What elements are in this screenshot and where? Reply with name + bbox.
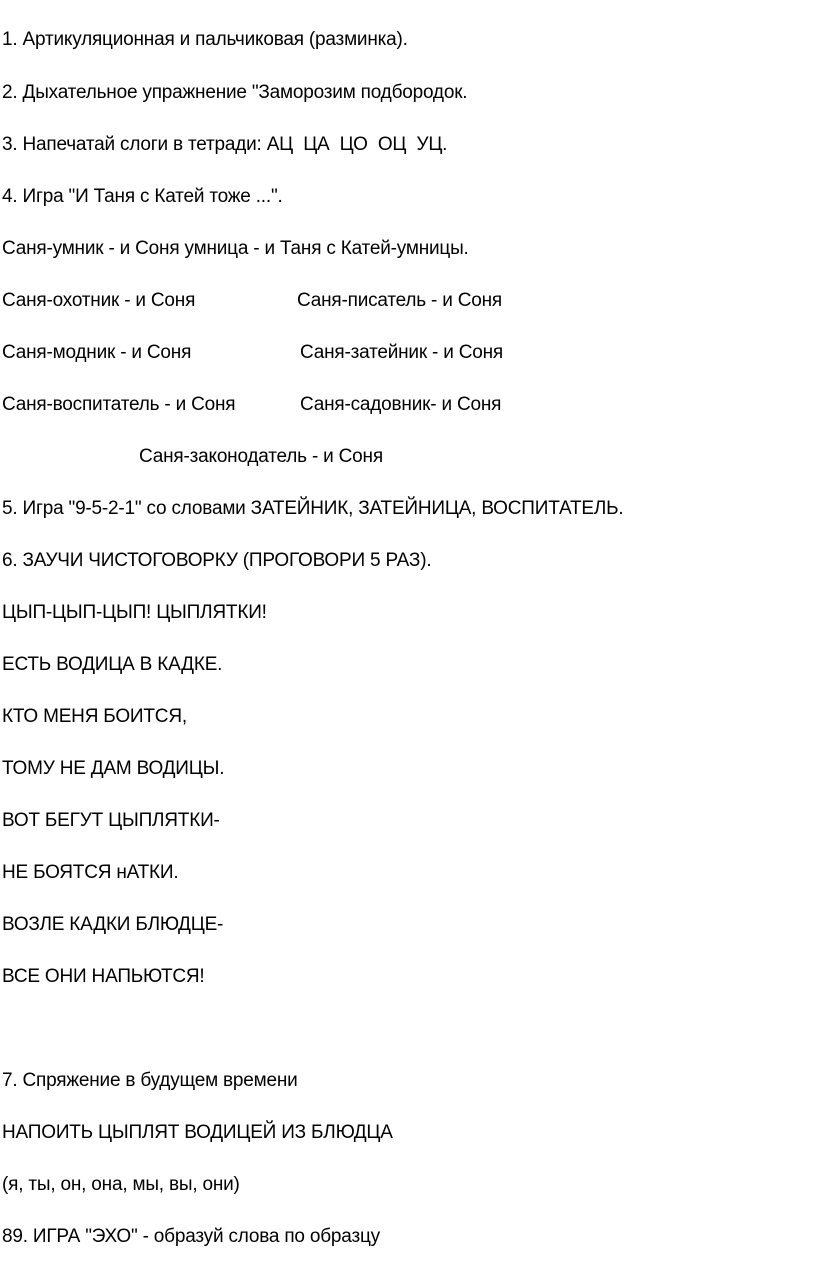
item-7-text: 7. Спряжение в будущем времени [2,1070,298,1091]
poem-line: НЕ БОЯТСЯ нАТКИ. [2,862,179,883]
centered-line: Саня-законодатель - и Соня [139,446,383,467]
poem-line: ВОЗЛЕ КАДКИ БЛЮДЦЕ- [2,914,224,935]
example-line: Саня-умник - и Соня умница - и Таня с Катей-умницы. [2,238,469,259]
item-2-text: 2. Дыхательное упражнение "Заморозим подбородок. [2,82,468,103]
item-89-text: 89. ИГРА "ЭХО" - образуй слова по образцу [2,1226,380,1247]
pair-1-left: Саня-охотник - и Соня [2,290,196,311]
poem-line: ВОТ БЕГУТ ЦЫПЛЯТКИ- [2,810,220,831]
item-4-text: 4. Игра "И Таня с Катей тоже ...". [2,186,283,207]
poem-line: ЦЫП-ЦЫП-ЦЫП! ЦЫПЛЯТКИ! [2,602,267,623]
item-5-text: 5. Игра "9-5-2-1" со словами ЗАТЕЙНИК, ЗАТЕЙНИЦА, ВОСПИТАТЕЛЬ. [2,498,624,519]
item-1-text: 1. Артикуляционная и пальчиковая (разминка). [2,29,408,50]
item-7-pronouns: (я, ты, он, она, мы, вы, они) [2,1174,240,1195]
pair-2-left: Саня-модник - и Соня [2,342,192,363]
poem-line: ВСЕ ОНИ НАПЬЮТСЯ! [2,966,205,987]
item-6-text: 6. ЗАУЧИ ЧИСТОГОВОРКУ (ПРОГОВОРИ 5 РАЗ). [2,550,432,571]
pair-2-right: Саня-затейник - и Соня [300,342,504,363]
item-3-text: 3. Напечатай слоги в тетради: АЦ ЦА ЦО ОЦ УЦ. [2,134,448,155]
pair-3-right: Саня-садовник- и Соня [300,394,502,415]
item-7-phrase: НАПОИТЬ ЦЫПЛЯТ ВОДИЦЕЙ ИЗ БЛЮДЦА [2,1122,393,1143]
poem-line: ТОМУ НЕ ДАМ ВОДИЦЫ. [2,758,225,779]
pair-3-left: Саня-воспитатель - и Соня [2,394,236,415]
pair-1-right: Саня-писатель - и Соня [297,290,503,311]
poem-line: ЕСТЬ ВОДИЦА В КАДКЕ. [2,654,223,675]
poem-line: КТО МЕНЯ БОИТСЯ, [2,706,187,727]
